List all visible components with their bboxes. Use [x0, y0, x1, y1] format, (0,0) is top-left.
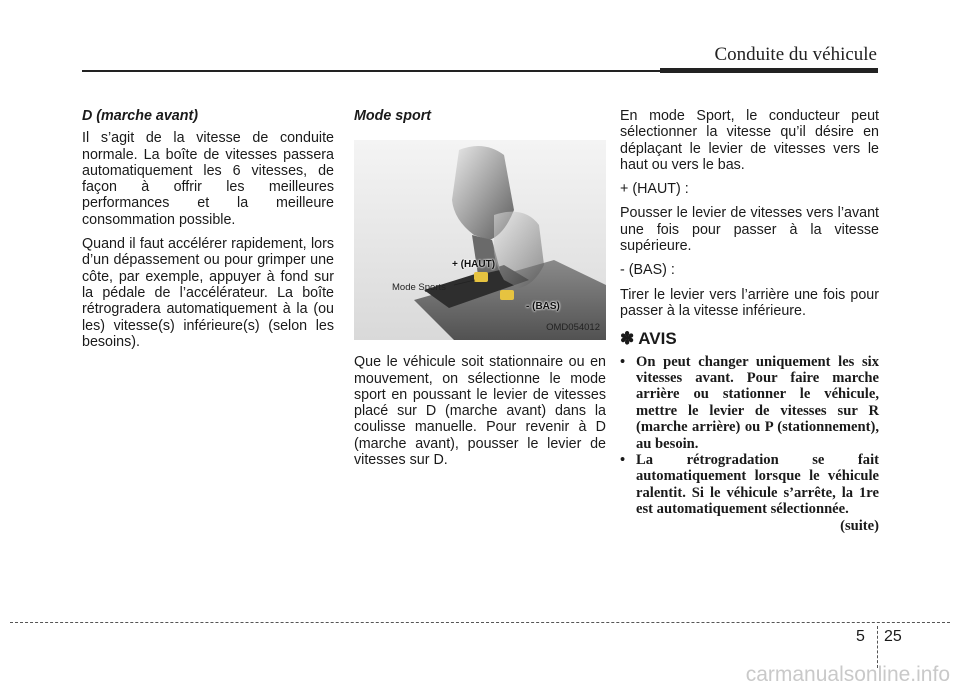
page-number: 25	[884, 628, 902, 645]
paragraph: Que le véhicule soit stationnaire ou en mouvement, on sélectionne le mode sport en poussant le levier de vitesses placé sur D (marche avant) dans la coulisse manuelle. Pour revenir à D (marche avant), pousser le levier de vitesses sur D.	[354, 354, 606, 469]
paragraph: En mode Sport, le conducteur peut sélectionner la vitesse qu’il désire en déplaçant le levier de vitesses vers le haut ou vers le bas.	[620, 108, 879, 173]
paragraph: Tirer le levier vers l’arrière une fois pour passer à la vitesse inférieure.	[620, 286, 879, 319]
notice-item-text: On peut changer uniquement les six vitesses avant. Pour faire marche arrière ou stationner le véhicule, mettre le levier de vitesses sur R (marche arrière) ou P (stationnement), au besoin.	[636, 353, 879, 452]
page-header-title: Conduite du véhicule	[714, 44, 877, 65]
column-3	[620, 108, 879, 534]
list-item	[620, 452, 879, 518]
figure-code: OMD054012	[546, 322, 600, 333]
watermark: carmanualsonline.info	[745, 663, 950, 686]
bullet-icon: •	[620, 353, 626, 370]
paragraph: Quand il faut accélérer rapidement, lors d’un dépassement ou pour grimper une côte, par exemple, appuyer à fond sur la pédale de l’accélérateur. La boîte rétrogradera automatiquement à la (ou les) vitesse(s) inférieure(s) (selon les besoins).	[82, 236, 334, 350]
column-2	[354, 108, 606, 476]
shift-up-label: + (HAUT) :	[620, 181, 689, 198]
notice-heading	[620, 331, 879, 347]
notice-list	[620, 354, 879, 518]
gear-shifter-figure	[354, 140, 606, 340]
header-rule-thin	[82, 70, 662, 72]
figure-label-down: - (BAS)	[526, 301, 560, 313]
footer-vertical-divider	[877, 626, 878, 668]
header-rule-thick	[660, 68, 878, 73]
column-1	[82, 108, 334, 358]
shift-down-label: - (BAS) :	[620, 262, 675, 279]
gear-shifter-illustration	[354, 140, 606, 340]
figure-label-up: + (HAUT)	[452, 259, 496, 271]
section-heading-sport-mode: Mode sport	[354, 108, 432, 124]
paragraph: Il s’agit de la vitesse de conduite normale. La boîte de vitesses passera automatiquement les 6 vitesses, de façon à offrir les meilleures performances et la meilleure consommation possible.	[82, 130, 334, 228]
list-item	[620, 354, 879, 452]
bullet-icon: •	[620, 452, 626, 468]
notice-item-text: La rétrogradation se fait automatiquement lorsque le véhicule ralentit. Si le véhicule s’arrête, la 1re est automatiquement sélectionnée.	[636, 452, 879, 518]
section-heading-drive: D (marche avant)	[82, 108, 199, 124]
chapter-number: 5	[856, 628, 865, 645]
continued-label: (suite)	[840, 517, 879, 534]
paragraph: Pousser le levier de vitesses vers l’avant une fois pour passer à la vitesse supérieure.	[620, 205, 879, 255]
footer-divider	[10, 622, 950, 623]
notice-star-icon: ✽	[620, 329, 635, 349]
figure-label-sports-mode: Mode Sports	[392, 282, 446, 294]
notice-title: AVIS	[638, 329, 677, 349]
